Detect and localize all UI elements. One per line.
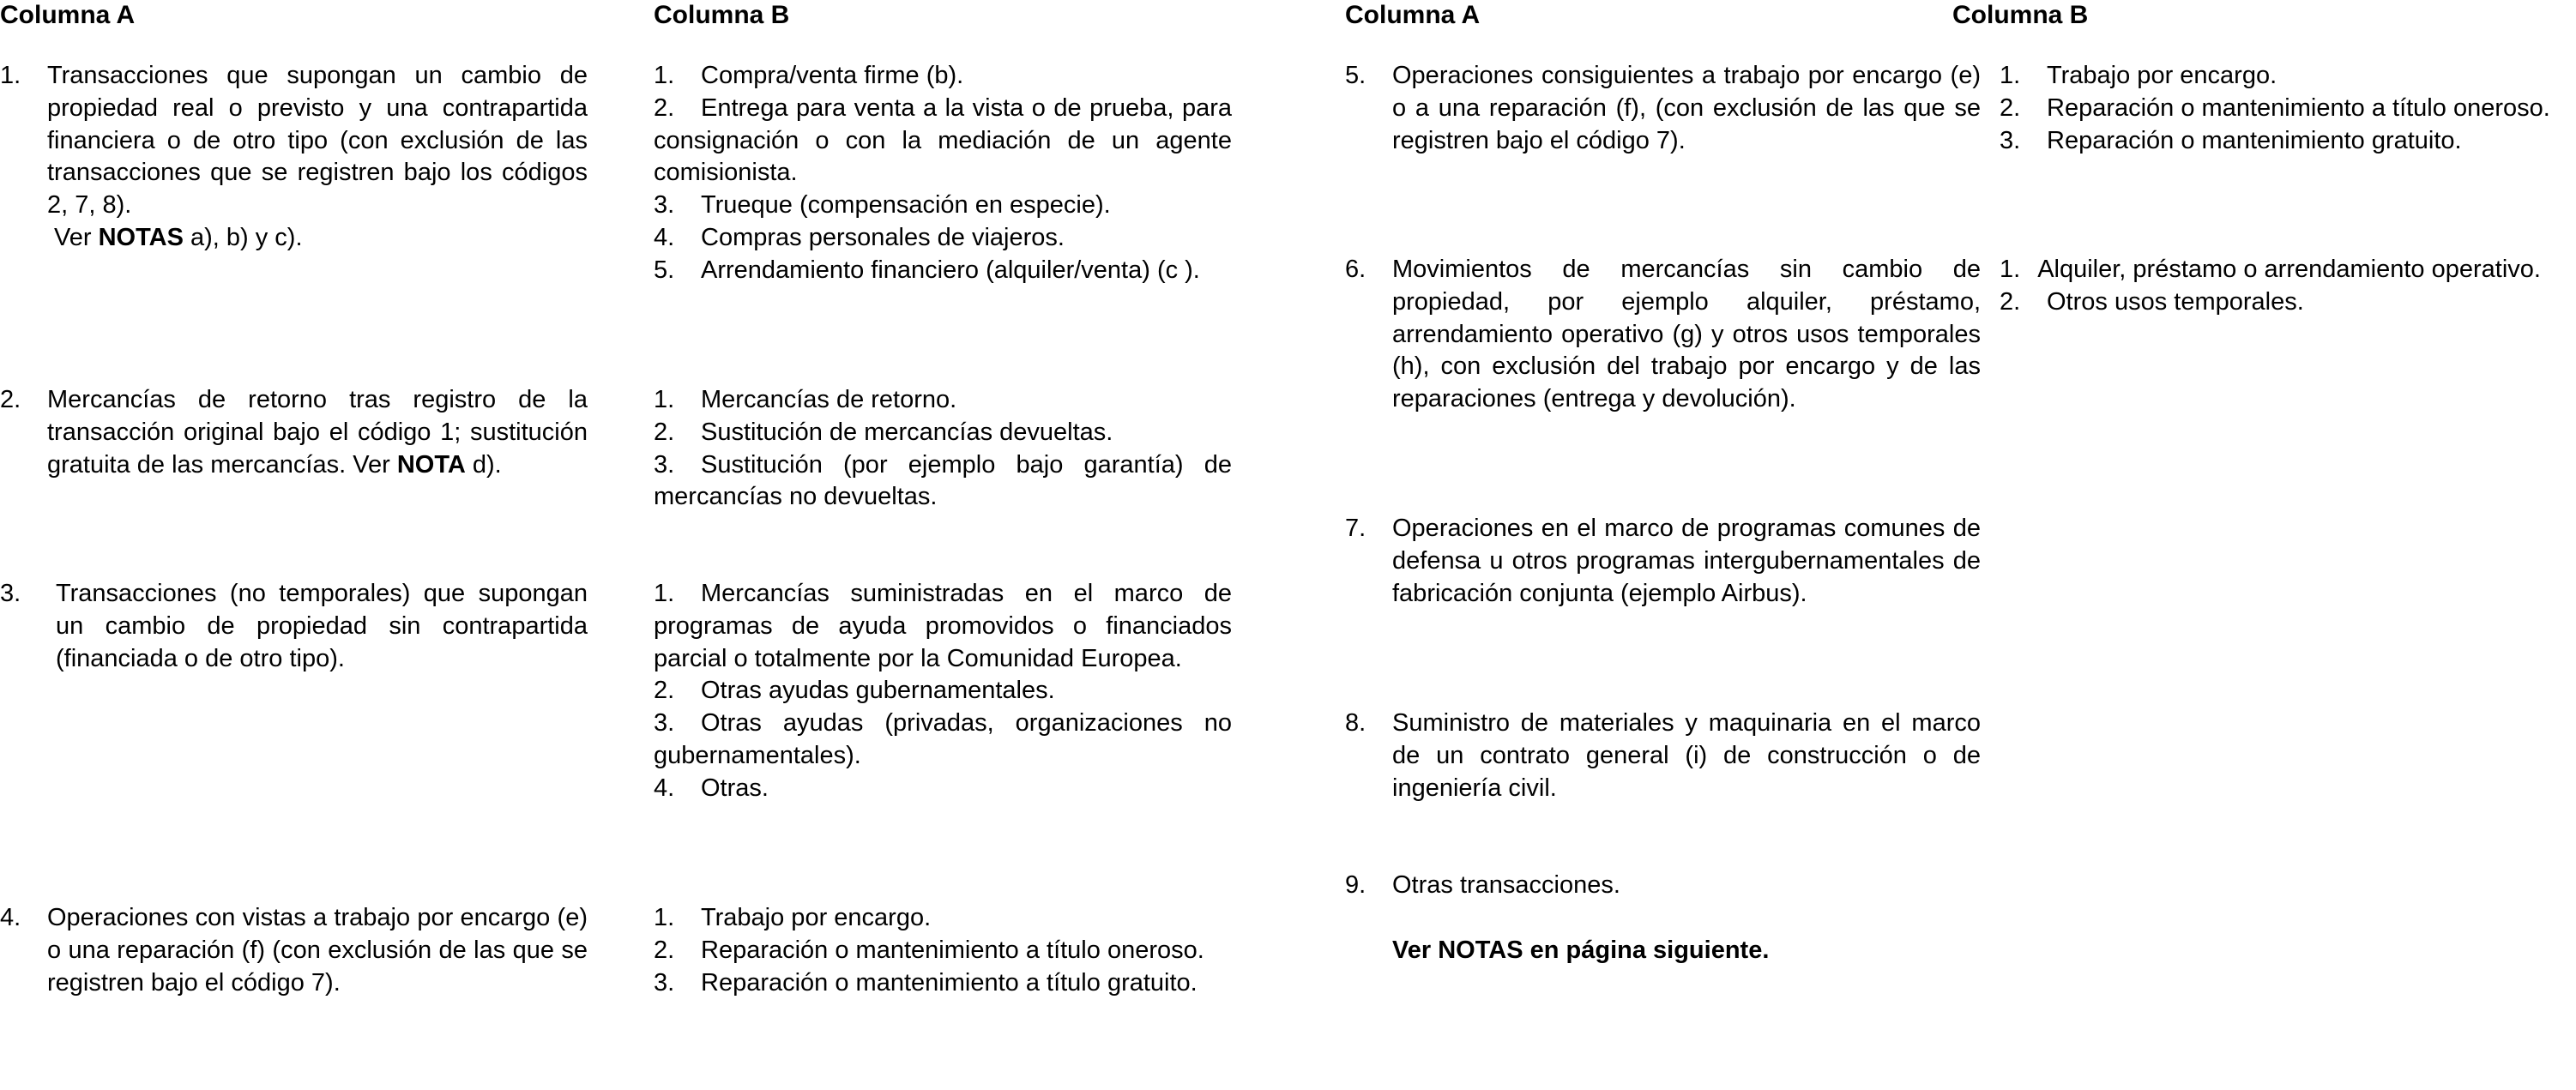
item-text: Suministro de materiales y maquinaria en el marco de un contrato general (i) de construcción o de ingeniería civil. [1392,709,1981,802]
right-a-item-5 [1345,60,1981,157]
item-text: Transacciones (no temporales) que supongan un cambio de propiedad sin contrapartida (financiada o de otro tipo). [56,580,588,672]
list-item: 1. Compra/venta firme (b). [654,62,964,89]
item-number: 2. [0,386,21,413]
item-number: 9. [1345,871,1366,899]
left-a-item-1 [0,60,588,255]
header-right-columna-b: Columna B [1952,1,2089,29]
right-a-item-9 [1345,870,1981,902]
list-item: 2. Entrega para venta a la vista o de prueba, para consignación o con la mediación de un agente comisionista. [654,93,1232,187]
list-item: 1. Mercancías de retorno. [654,386,957,413]
list-item: 4. Otras. [654,774,769,802]
item-text: Otras transacciones. [1392,871,1620,899]
item-number: 4. [0,904,21,931]
left-a-item-3 [0,578,588,675]
item-number: 8. [1345,709,1366,737]
list-item: 1. Mercancías suministradas en el marco de programas de ayuda promovidos o financiados parcial o totalmente por la Comunidad Europea. [654,580,1232,672]
list-item: 2. Sustitución de mercancías devueltas. [654,418,1113,446]
right-a-item-8 [1345,708,1981,804]
header-left-columna-b: Columna B [654,1,790,29]
item-text: Mercancías de retorno tras registro de la transacción original bajo el código 1; sustitución gratuita de las mercancías. Ver NOTA d). [47,386,588,479]
item-text: Movimientos de mercancías sin cambio de propiedad, por ejemplo alquiler, préstamo, arrendamiento operativo (g) y otros usos temporales (h), con exclusión del trabajo por encargo y de las reparaciones (entrega y devolución). [1392,256,1981,413]
item-number: 5. [1345,62,1366,89]
item-number: 7. [1345,515,1366,542]
list-item: 5. Arrendamiento financiero (alquiler/venta) (c ). [654,256,1200,284]
right-a-item-6 [1345,254,1981,416]
notes-reference: Ver NOTAS a), b) y c). [54,223,303,251]
list-item: 4. Compras personales de viajeros. [654,223,1065,251]
right-a-item-7 [1345,513,1981,610]
list-item: 2. Otros usos temporales. [2000,287,2304,316]
item-text: Transacciones que supongan un cambio de propiedad real o previsto y una contrapartida financiera o de otro tipo (con exclusión de las transacciones que se registren bajo los códigos 2, 7, 8). [47,62,588,220]
list-item: 2. Reparación o mantenimiento a título oneroso. [2000,93,2550,122]
right-b-group-6 [2000,254,2576,319]
list-item: 3. Reparación o mantenimiento gratuito. [2000,126,2462,154]
item-number: 6. [1345,256,1366,283]
list-item: 1. Trabajo por encargo. [2000,62,2277,89]
left-b-group-3 [654,578,1232,805]
item-text: Operaciones en el marco de programas comunes de defensa u otros programas intergubernamentales de fabricación conjunta (ejemplo Airbus). [1392,515,1981,607]
list-item: 1. Trabajo por encargo. [654,904,932,931]
left-b-group-2 [654,384,1232,514]
left-a-item-4 [0,902,588,999]
left-a-item-2 [0,384,588,481]
list-item: 2. Otras ayudas gubernamentales. [654,677,1055,705]
list-item: 1. Alquiler, préstamo o arrendamiento operativo. [2000,256,2541,283]
left-b-group-1 [654,60,1232,287]
list-item: 3. Trueque (compensación en especie). [654,191,1111,220]
item-number: 3. [0,580,21,607]
see-notes-next-page: Ver NOTAS en página siguiente. [1392,936,1770,964]
list-item: 2. Reparación o mantenimiento a título oneroso. [654,936,1204,964]
list-item: 3. Otras ayudas (privadas, organizaciones no gubernamentales). [654,709,1232,769]
item-text: Operaciones con vistas a trabajo por encargo (e) o una reparación (f) (con exclusión de las que se registren bajo el código 7). [47,904,588,997]
header-left-columna-a: Columna A [0,1,136,29]
item-number: 1. [0,62,21,89]
header-right-columna-a: Columna A [1345,1,1481,29]
right-b-group-5 [2000,60,2576,157]
item-text: Operaciones consiguientes a trabajo por encargo (e) o a una reparación (f), (con exclusión de las que se registren bajo el código 7). [1392,62,1981,154]
list-item: 3. Sustitución (por ejemplo bajo garantía) de mercancías no devueltas. [654,450,1232,511]
list-item: 3. Reparación o mantenimiento a título gratuito. [654,968,1198,997]
left-b-group-4 [654,902,1232,999]
